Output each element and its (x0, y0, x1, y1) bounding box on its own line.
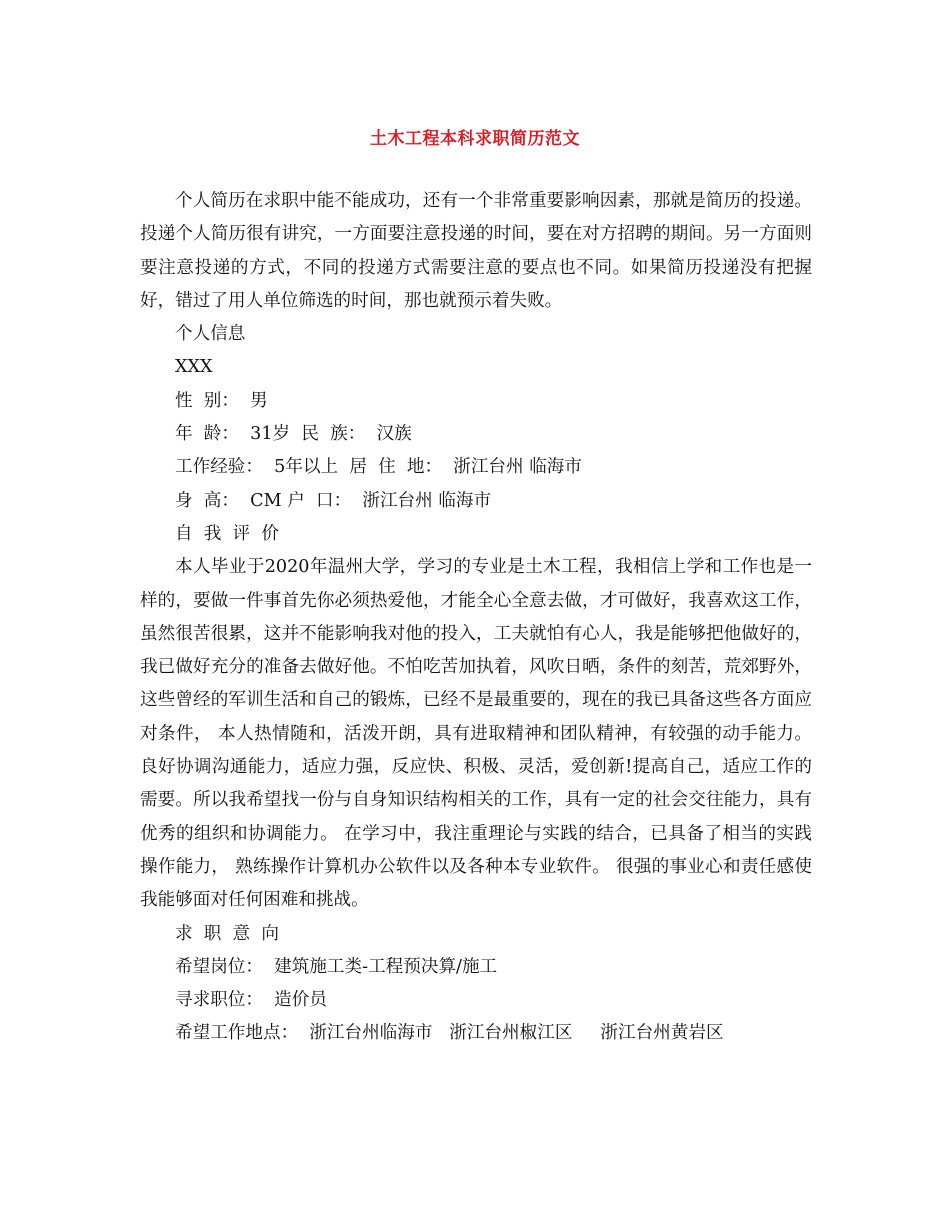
name-line: XXX (175, 357, 213, 378)
self-evaluation-heading: 自 我 评 价 (175, 523, 279, 544)
job-intention-heading: 求 职 意 向 (175, 923, 279, 944)
gender-line: 性 别： 男 (175, 390, 268, 411)
self-evaluation-paragraph: 本人毕业于2020年温州大学，学习的专业是土木工程，我相信上学和工作也是一样的，要做一件事首先你必须热爱他，才能全心全意去做，才可做好，我喜欢这工作，虽然很苦很累，这并不能影响我对他的投入，工夫就怕有心人，我是能够把他做好的，我已做好充分的准备去做好他。不怕吃苦加执着，风吹日晒，条件的刻苦，荒郊野外，这些曾经的军训生活和自己的锻炼，已经不是最重要的，现在的我已具备这些各方面应对条件， 本人热情随和，活泼开朗，具有进取精神和团队精神，有较强的动手能力。良好协调沟通能力，适应力强，反应快、积极、灵活，爱创新!提高自己，适应工作的需要。所以我希望找一份与自身知识结构相关的工作，具有一定的社会交往能力，具有优秀的组织和协调能力。 在学习中，我注重理论与实践的结合，已具备了相当的实践操作能力， 熟练操作计算机办公软件以及各种本专业软件。 很强的事业心和责任感使我能够面对任何困难和挑战。 (140, 557, 812, 911)
height-line: 身 高： CM 户 口： 浙江台州 临海市 (175, 490, 492, 511)
document-title: 土木工程本科求职简历范文 (370, 129, 580, 149)
personal-info-heading: 个人信息 (175, 324, 246, 345)
desired-position-line: 希望岗位： 建筑施工类-工程预决算/施工 (175, 956, 498, 977)
desired-location-line: 希望工作地点： 浙江台州临海市 浙江台州椒江区 浙江台州黄岩区 (175, 1023, 724, 1044)
document-body (140, 185, 812, 1051)
intro-paragraph: 个人简历在求职中能不能成功，还有一个非常重要影响因素，那就是简历的投递。投递个人简历很有讲究，一方面要注意投递的时间，要在对方招聘的期间。另一方面则要注意投递的方式，不同的投递方式需要注意的要点也不同。如果简历投递没有把握好，错过了用人单位筛选的时间，那也就预示着失败。 (140, 191, 812, 311)
age-line: 年 龄： 31岁 民 族： 汉族 (175, 424, 412, 445)
experience-line: 工作经验： 5年以上 居 住 地： 浙江台州 临海市 (175, 457, 582, 478)
desired-role-line: 寻求职位： 造价员 (175, 990, 327, 1011)
